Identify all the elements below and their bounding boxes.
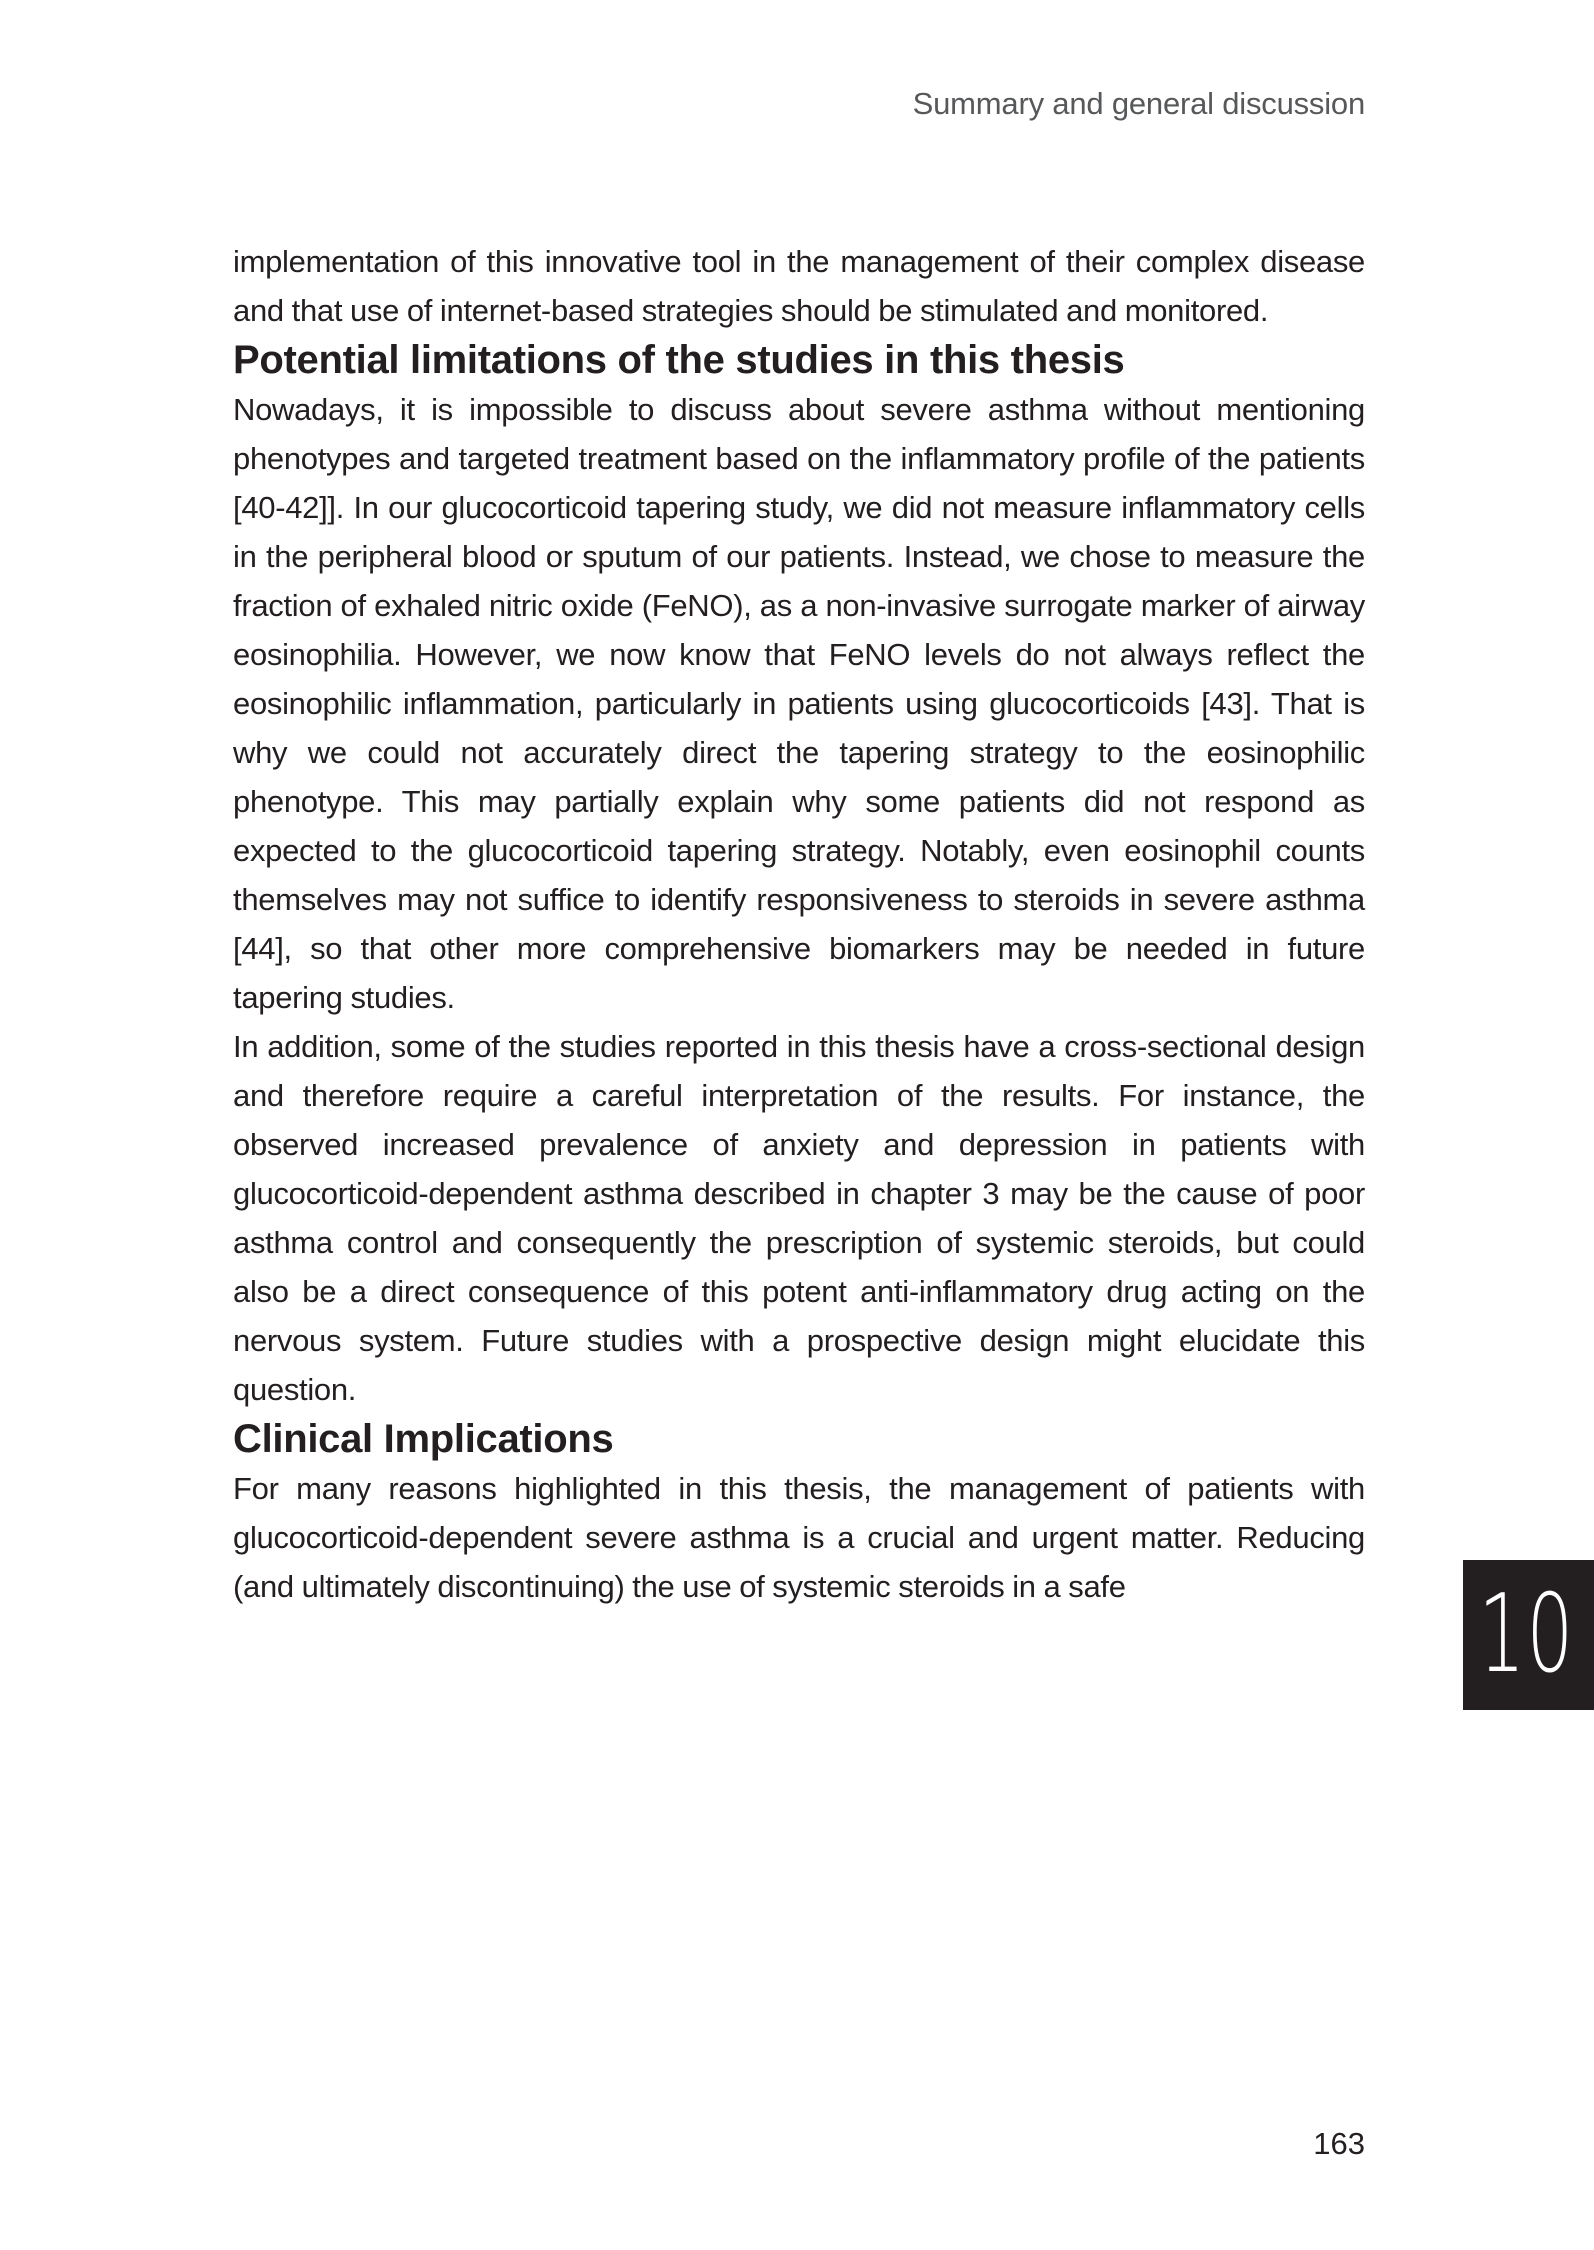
text-column bbox=[233, 237, 1365, 1611]
paragraph-continued: implementation of this innovative tool in the management of their complex disease and that use of internet-based strategies should be stimulated and monitored. bbox=[233, 244, 1365, 328]
chapter-number: 10 bbox=[1478, 1572, 1575, 1697]
paragraph-limitations-2: In addition, some of the studies reported in this thesis have a cross-sectional design and therefore require a careful interpretation of the results. For instance, the observed increased prevalence of anxiety and depression in patients with glucocorticoid-dependent asthma described in chapter 3 may be the cause of poor asthma control and consequently the prescription of systemic steroids, but could also be a direct consequence of this potent anti-inflammatory drug acting on the nervous system. Future studies with a prospective design might elucidate this question. bbox=[233, 1029, 1365, 1407]
section-heading-clinical-implications: Clinical Implications bbox=[233, 1417, 614, 1461]
page-number: 163 bbox=[1313, 2126, 1365, 2161]
chapter-tab bbox=[1463, 1560, 1594, 1710]
paragraph-limitations-1: Nowadays, it is impossible to discuss about severe asthma without mentioning phenotypes and targeted treatment based on the inflammatory profile of the patients [40-42]]. In our glucocorticoid tapering study, we did not measure inflammatory cells in the peripheral blood or sputum of our patients. Instead, we chose to measure the fraction of exhaled nitric oxide (FeNO), as a non-invasive surrogate marker of airway eosinophilia. However, we now know that FeNO levels do not always reflect the eosinophilic inflammation, particularly in patients using glucocorticoids [43]. That is why we could not accurately direct the tapering strategy to the eosinophilic phenotype. This may partially explain why some patients did not respond as expected to the glucocorticoid tapering strategy. Notably, even eosinophil counts themselves may not suffice to identify responsiveness to steroids in severe asthma [44], so that other more comprehensive biomarkers may be needed in future tapering studies. bbox=[233, 392, 1365, 1015]
section-heading-limitations: Potential limitations of the studies in this thesis bbox=[233, 338, 1125, 382]
paragraph-clinical-implications: For many reasons highlighted in this thesis, the management of patients with glucocorticoid-dependent severe asthma is a crucial and urgent matter. Reducing (and ultimately discontinuing) the use of systemic steroids in a safe bbox=[233, 1471, 1365, 1604]
running-header: Summary and general discussion bbox=[912, 86, 1365, 121]
